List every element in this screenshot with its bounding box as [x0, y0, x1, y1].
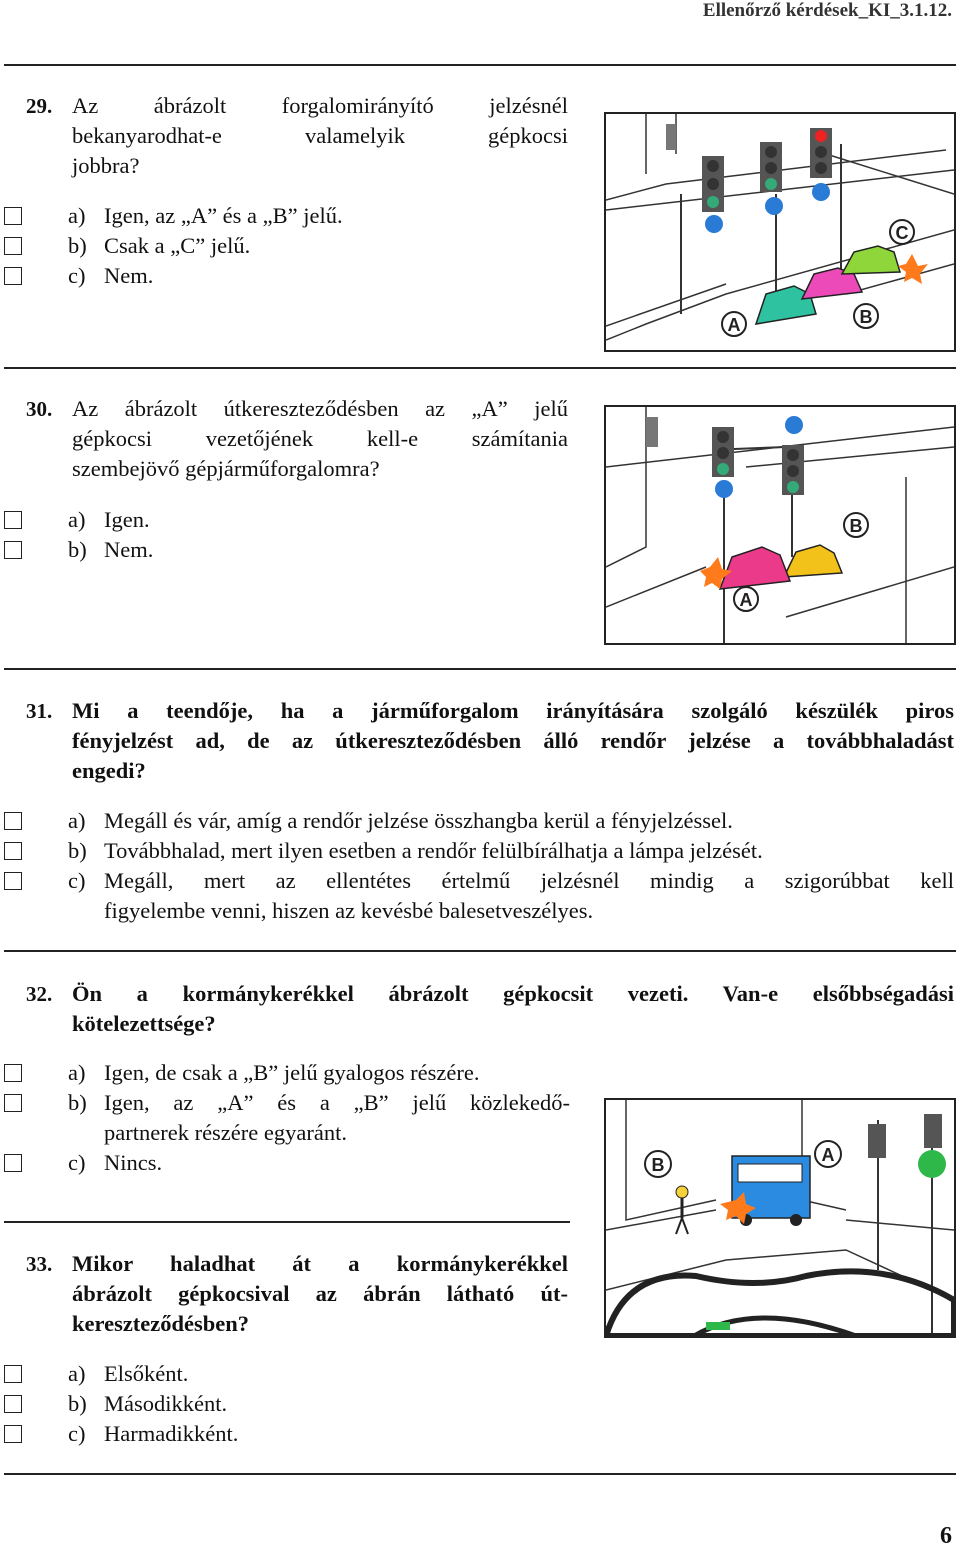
figure-label-b: B: [859, 307, 873, 327]
figure-label-a: A: [727, 315, 741, 335]
intersection-figure: [604, 405, 956, 645]
intersection-drawing: [606, 407, 954, 643]
question-number: 29.: [26, 94, 53, 118]
answer-checkbox[interactable]: [4, 1425, 22, 1443]
answer-checkbox[interactable]: [4, 1154, 22, 1172]
answer-checkbox[interactable]: [4, 1064, 22, 1082]
driver-view-drawing: [606, 1100, 954, 1336]
answer-option: c) Nincs.: [0, 1148, 960, 1178]
question-text: Mikor haladhat át a kormánykerékkel ábrázolt gépkocsival az ábrán látható út- kereszteződésben?: [72, 1251, 568, 1336]
answer-checkbox[interactable]: [4, 511, 22, 529]
question-text: Ön a kormánykerékkel ábrázolt gépkocsit vezeti. Van-e elsőbbségadási kötelezettsége?: [72, 981, 954, 1036]
intersection-figure: [604, 112, 956, 352]
answer-option: b) Másodikként.: [0, 1389, 960, 1419]
answer-option: a) Igen.: [0, 505, 960, 535]
answer-checkbox[interactable]: [4, 267, 22, 285]
question-number: 32.: [26, 982, 53, 1006]
answer-option: a) Megáll és vár, amíg a rendőr jelzése összhangba kerül a fényjelzéssel.: [0, 806, 960, 836]
answer-option: a) Igen, az „A” és a „B” jelű.: [0, 201, 960, 231]
question-number: 33.: [26, 1252, 53, 1276]
divider: [4, 64, 956, 66]
answer-checkbox[interactable]: [4, 872, 22, 890]
question-text: Mi a teendője, ha a járműforgalom irányítására szolgáló készülék piros fényjelzést ad, de az útkereszteződésben álló rendőr jelzése a továbbhaladást engedi?: [72, 698, 954, 783]
question-text: Az ábrázolt forgalomirányító jelzésnél bekanyarodhat-e valamelyik gépkocsi jobbra?: [72, 93, 568, 178]
answer-checkbox[interactable]: [4, 842, 22, 860]
intersection-drawing: [606, 114, 954, 350]
page-header: Ellenőrző kérdések_KI_3.1.12.: [702, 0, 952, 21]
figure-label-a: A: [821, 1145, 835, 1165]
answer-option: c) Harmadikként.: [0, 1419, 960, 1449]
driver-view-figure: [604, 1098, 956, 1338]
answer-option: b) Csak a „C” jelű.: [0, 231, 960, 261]
answer-option: a) Igen, de csak a „B” jelű gyalogos részére.: [0, 1058, 960, 1088]
divider: [4, 1473, 956, 1475]
answer-checkbox[interactable]: [4, 812, 22, 830]
divider: [4, 668, 956, 670]
answer-option: b) Továbbhalad, mert ilyen esetben a rendőr felülbírálhatja a lámpa jelzését.: [0, 836, 960, 866]
figure-label-c: C: [895, 223, 909, 243]
question-number: 30.: [26, 397, 53, 421]
divider: [4, 950, 956, 952]
page-number: 6: [940, 1523, 952, 1549]
answer-option: c) Megáll, mert az ellentétes értelmű jelzésnél mindig a szigorúbbat kell figyelembe venni, hiszen az kevésbé balesetveszélyes.: [0, 866, 960, 926]
answer-checkbox[interactable]: [4, 1395, 22, 1413]
figure-label-b: B: [651, 1155, 665, 1175]
answer-checkbox[interactable]: [4, 237, 22, 255]
question-number: 31.: [26, 699, 53, 723]
figure-label-b: B: [849, 516, 863, 536]
question-text: Az ábrázolt útkereszteződésben az „A” jelű gépkocsi vezetőjének kell-e számítania szembejövő gépjárműforgalomra?: [72, 396, 568, 481]
answer-checkbox[interactable]: [4, 1094, 22, 1112]
figure-label-a: A: [739, 590, 753, 610]
answer-checkbox[interactable]: [4, 207, 22, 225]
answer-checkbox[interactable]: [4, 1365, 22, 1383]
answer-option: c) Nem.: [0, 261, 960, 291]
answer-checkbox[interactable]: [4, 541, 22, 559]
divider: [4, 1221, 570, 1223]
divider: [4, 367, 956, 369]
answer-option: a) Elsőként.: [0, 1359, 960, 1389]
answer-option: b) Nem.: [0, 535, 960, 565]
answer-option: b) Igen, az „A” és a „B” jelű közlekedő- partnerek részére egyaránt.: [0, 1088, 572, 1148]
